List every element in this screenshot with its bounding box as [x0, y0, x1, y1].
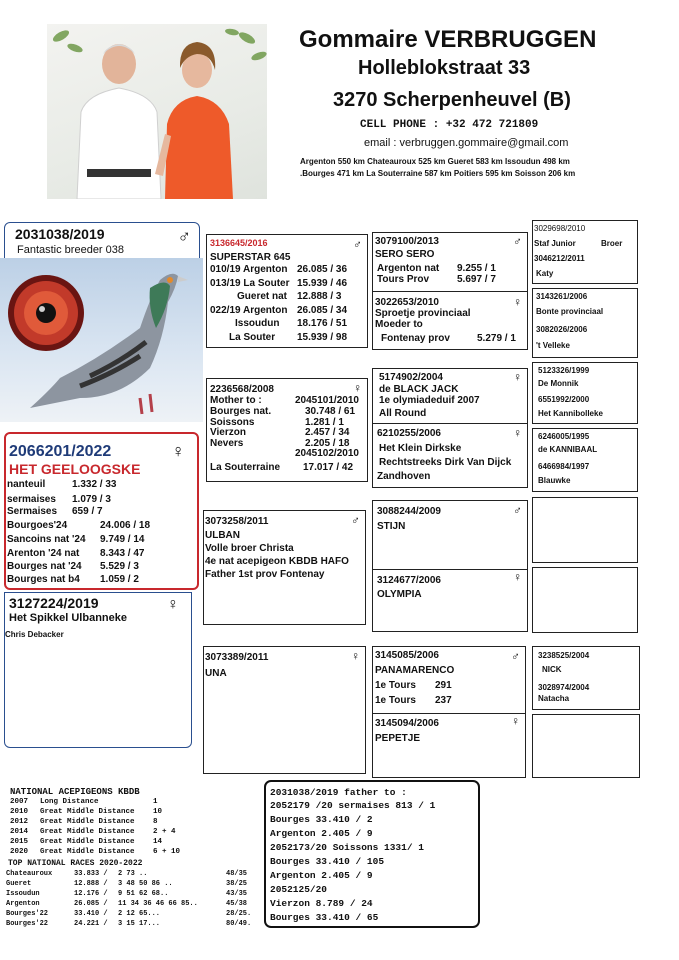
sero-result-2-value: 5.697 / 7: [457, 274, 496, 285]
empty-card: [532, 567, 638, 633]
sire-of-sire-result-value: 26.085 / 34: [297, 304, 348, 316]
panamarenco-name: PANAMARENCO: [375, 665, 455, 676]
sero-result-1-race: Argenton nat: [377, 263, 440, 274]
national-year: 2012: [10, 818, 29, 826]
father-to-line: Bourges 33.410 / 105: [270, 856, 385, 867]
female-icon: ♀: [511, 714, 520, 728]
dam-result-value: 1.059 / 2: [100, 574, 139, 585]
ulban-name: ULBAN: [205, 530, 240, 541]
national-year: 2010: [10, 808, 29, 816]
stijn-ring: 3088244/2009: [377, 506, 441, 517]
second-child: 2045102/2010: [295, 448, 359, 459]
sproetje-line-2: Moeder to: [375, 319, 423, 330]
kannibaal-line-3: Blauwke: [538, 476, 571, 485]
sire-of-sire-result-race: Issoudun: [235, 318, 280, 329]
couple-photo-icon: [47, 24, 267, 199]
owner-street: Holleblokstraat 33: [358, 57, 531, 79]
dirkske-line-1: Het Klein Dirkske: [379, 443, 462, 454]
olympia-name: OLYMPIA: [377, 589, 422, 600]
father-to-line: Vierzon 8.789 / 24: [270, 898, 373, 909]
father-to-line: Argenton 2.405 / 9: [270, 828, 373, 839]
dam-result-value: 9.749 / 14: [100, 534, 145, 545]
dam-result-race: Sermaises: [7, 506, 58, 517]
main-bird-ring: 2031038/2019: [15, 226, 105, 242]
sibling-breeder: Chris Debacker: [5, 630, 64, 639]
owner-email: email : verbruggen.gommaire@gmail.com: [364, 137, 569, 149]
top-race-total: 33.410 /: [74, 910, 108, 918]
female-icon: ♀: [513, 295, 522, 309]
nick-card: [532, 646, 640, 710]
father-to-line: Bourges 33.410 / 65: [270, 912, 379, 923]
owner-photo: [47, 24, 267, 199]
blackjack-line-1: de BLACK JACK: [379, 384, 459, 395]
kannibaal-ring: 6246005/1995: [538, 432, 590, 441]
owner-city: 3270 Scherpenheuvel (B): [333, 89, 571, 111]
sero-result-2-race: Tours Prov: [377, 274, 430, 285]
dam-result-value: 24.006 / 18: [100, 520, 151, 531]
national-category: Long Distance: [40, 798, 99, 806]
sibling-name: Het Spikkel Ulbanneke: [9, 612, 127, 624]
dam-ring: 2066201/2022: [9, 443, 112, 460]
top-race-places: 9 51 62 68..: [118, 890, 169, 898]
olympia-ring: 3124677/2006: [377, 575, 441, 586]
sire-of-sire-result-value: 18.176 / 51: [297, 318, 348, 329]
dirkske-line-3: Zandhoven: [377, 471, 431, 482]
dam-result-value: 8.343 / 47: [100, 548, 145, 559]
dam-name: HET GEELOOGSKE: [9, 461, 141, 477]
top-race-ratio: 28/25.: [226, 910, 252, 918]
female-icon: ♀: [167, 596, 179, 613]
top-race-name: Chateauroux: [6, 870, 53, 878]
divider: [373, 423, 527, 424]
top-race-name: Bourges'22: [6, 920, 49, 928]
sibling-card: [4, 592, 192, 748]
female-icon: ♀: [513, 570, 522, 584]
sero-name: SERO SERO: [375, 249, 435, 260]
blackjack-line-3: All Round: [379, 408, 427, 419]
monnik-line-3: Het Kannibolleke: [538, 409, 603, 418]
empty-card: [532, 497, 638, 563]
male-icon: ♂: [351, 513, 360, 527]
main-bird-card: [4, 222, 200, 260]
sire-of-sire-ring: 3136645/2016: [210, 238, 268, 248]
top-race-ratio: 48/35: [226, 870, 248, 878]
monnik-line-2: 6551992/2000: [538, 395, 590, 404]
sire-of-sire-result-race: 013/19 La Souter: [210, 277, 290, 289]
father-to-card: [264, 780, 480, 928]
dam-result-race: Sancoins nat '24: [7, 534, 86, 545]
top-race-places: 11 34 36 46 66 85..: [118, 900, 198, 908]
mother-to-label: Mother to :: [210, 395, 262, 406]
nick-line-3: Natacha: [538, 694, 570, 703]
national-year: 2020: [10, 848, 29, 856]
female-icon: ♀: [513, 370, 522, 384]
panamarenco-result-2-value: 237: [435, 695, 452, 706]
owner-phone: CELL PHONE : +32 472 721809: [360, 119, 539, 131]
bonte-line-1: Bonte provinciaal: [536, 307, 604, 316]
dam-of-sire-result-race: Soissons: [210, 416, 255, 428]
owner-name: Gommaire VERBRUGGEN: [299, 26, 597, 53]
top-national-title: TOP NATIONAL RACES 2020-2022: [8, 859, 143, 868]
national-category: Great Middle Distance: [40, 818, 135, 826]
dam-result-value: 5.529 / 3: [100, 561, 139, 572]
female-icon: ♀: [171, 441, 185, 461]
national-rank: 2 + 4: [153, 828, 176, 836]
bonte-line-2: 3082026/2006: [536, 325, 588, 334]
ulban-line-2: 4e nat acepigeon KBDB HAFO: [205, 556, 349, 567]
kannibaal-line-2: 6466984/1997: [538, 462, 590, 471]
divider: [373, 713, 525, 714]
dam-result-race: sermaises: [7, 494, 56, 505]
sero-card: [372, 232, 528, 350]
una-card: [203, 646, 366, 774]
monnik-card: [532, 362, 638, 424]
female-icon: ♀: [513, 426, 522, 440]
stijn-card: [372, 500, 528, 632]
sire-of-sire-result-race: La Souter: [229, 331, 276, 343]
panamarenco-result-1-race: 1e Tours: [375, 680, 416, 691]
dam-of-sire-result-value: 1.281 / 1: [305, 416, 344, 428]
father-to-line: Argenton 2.405 / 9: [270, 870, 373, 881]
dam-of-sire-result-value: 2.457 / 34: [305, 427, 350, 438]
female-icon: ♀: [351, 649, 360, 663]
top-race-ratio: 45/38: [226, 900, 248, 908]
dam-of-sire-ring: 2236568/2008: [210, 384, 274, 395]
top-race-places: 2 12 65...: [118, 910, 161, 918]
panamarenco-result-2-race: 1e Tours: [375, 695, 416, 706]
divider: [373, 291, 527, 292]
dam-of-sire-result-race: Bourges nat.: [210, 406, 272, 417]
distances-line-2: .Bourges 471 km La Souterraine 587 km Poitiers 595 km Soisson 206 km: [300, 169, 576, 178]
monnik-ring: 5123326/1999: [538, 366, 590, 375]
national-category: Great Middle Distance: [40, 848, 135, 856]
top-race-total: 12.888 /: [74, 880, 108, 888]
national-category: Great Middle Distance: [40, 808, 135, 816]
blackjack-line-2: 1e olymiadeduif 2007: [379, 395, 480, 406]
sire-of-sire-result-value: 26.085 / 36: [297, 264, 348, 275]
sire-of-sire-result-value: 15.939 / 98: [297, 331, 348, 343]
panamarenco-result-1-value: 291: [435, 680, 452, 691]
pigeon-icon: [0, 258, 203, 422]
kannibaal-line-1: de KANNIBAAL: [538, 445, 598, 454]
dirkske-line-2: Rechtstreeks Dirk Van Dijck: [379, 457, 512, 468]
sire-of-sire-name: SUPERSTAR 645: [210, 252, 291, 263]
divider: [373, 569, 527, 570]
top-race-total: 33.833 /: [74, 870, 108, 878]
dam-card: [4, 432, 199, 590]
father-to-line: 2052173/20 Soissons 1331/ 1: [270, 842, 424, 853]
stijn-name: STIJN: [377, 521, 406, 532]
dam-result-value: 1.079 / 3: [72, 494, 111, 505]
dam-of-sire-result-value: 2.205 / 18: [305, 437, 350, 449]
male-icon: ♂: [511, 649, 520, 663]
sproetje-result-race: Fontenay prov: [381, 333, 450, 344]
staf-line-1: Staf Junior: [534, 239, 576, 248]
sero-ring: 3079100/2013: [375, 236, 439, 247]
national-category: Great Middle Distance: [40, 838, 135, 846]
father-to-line: Bourges 33.410 / 2: [270, 814, 373, 825]
distances-line-1: Argenton 550 km Chateauroux 525 km Gueret 583 km Issoudun 498 km: [300, 157, 570, 166]
nick-line-2: 3028974/2004: [538, 683, 590, 692]
national-rank: 10: [153, 808, 163, 816]
pepetje-ring: 3145094/2006: [375, 718, 439, 729]
dam-of-sire-card: [206, 378, 368, 482]
main-bird-name: Fantastic breeder 038: [17, 244, 125, 256]
panamarenco-card: [372, 646, 526, 778]
nick-line-1: NICK: [542, 665, 562, 674]
top-race-places: 3 15 17...: [118, 920, 161, 928]
nick-ring: 3238525/2004: [538, 651, 590, 660]
dam-of-sire-result-race: Nevers: [210, 437, 244, 449]
blackjack-ring: 5174902/2004: [379, 372, 443, 383]
national-year: 2014: [10, 828, 29, 836]
national-year: 2015: [10, 838, 29, 846]
sproetje-ring: 3022653/2010: [375, 297, 439, 308]
sire-of-sire-result-value: 15.939 / 46: [297, 277, 348, 289]
ulban-line-1: Volle broer Christa: [205, 543, 294, 554]
ulban-ring: 3073258/2011: [205, 516, 269, 527]
top-race-ratio: 43/35: [226, 890, 248, 898]
sire-of-sire-card: [206, 234, 368, 348]
male-icon: ♂: [353, 237, 362, 251]
kannibaal-card: [532, 428, 638, 492]
father-to-title: 2031038/2019 father to :: [270, 787, 407, 798]
father-to-line: 2052179 /20 sermaises 813 / 1: [270, 800, 436, 811]
dam-result-race: Bourges nat b4: [7, 574, 80, 585]
top-race-ratio: 38/25: [226, 880, 248, 888]
top-race-name: Gueret: [6, 880, 32, 888]
sire-of-sire-result-value: 12.888 / 3: [297, 291, 342, 302]
national-category: Great Middle Distance: [40, 828, 135, 836]
sibling-ring: 3127224/2019: [9, 595, 99, 611]
una-ring: 3073389/2011: [205, 652, 269, 663]
staf-line-1b: Broer: [601, 239, 623, 248]
national-year: 2007: [10, 798, 29, 806]
ulban-line-3: Father 1st prov Fontenay: [205, 569, 325, 580]
ulban-card: [203, 510, 366, 625]
bonte-line-3: 't Velleke: [536, 341, 570, 350]
una-name: UNA: [205, 668, 227, 679]
male-icon: ♂: [177, 226, 191, 246]
dam-of-sire-result-race: Vierzon: [210, 427, 246, 438]
staf-line-3: Katy: [536, 269, 554, 278]
sire-of-sire-result-race: 010/19 Argenton: [210, 264, 288, 275]
mother-to-value: 2045101/2010: [295, 395, 359, 406]
dam-result-race: Arenton '24 nat: [7, 548, 80, 559]
panamarenco-ring: 3145085/2006: [375, 650, 439, 661]
last-result-value: 17.017 / 42: [303, 462, 354, 473]
male-icon: ♂: [513, 234, 522, 248]
sero-result-1-value: 9.255 / 1: [457, 263, 496, 274]
bonte-ring: 3143261/2006: [536, 292, 588, 301]
top-race-name: Issoudun: [6, 890, 40, 898]
national-title: NATIONAL ACEPIGEONS KBDB: [10, 787, 140, 797]
pepetje-name: PEPETJE: [375, 733, 421, 744]
blackjack-card: [372, 368, 528, 488]
top-race-places: 2 73 ..: [118, 870, 148, 878]
staf-line-2: 3046212/2011: [534, 254, 585, 263]
sire-of-sire-result-race: 022/19 Argenton: [210, 304, 288, 316]
top-race-total: 24.221 /: [74, 920, 108, 928]
main-bird-photo: [0, 258, 203, 422]
father-to-line: 2052125/20: [270, 884, 328, 895]
top-race-total: 26.085 /: [74, 900, 108, 908]
dam-result-value: 659 / 7: [72, 506, 103, 517]
dirkske-ring: 6210255/2006: [377, 428, 441, 439]
top-race-name: Argenton: [6, 900, 40, 908]
male-icon: ♂: [513, 503, 522, 517]
last-result-race: La Souterraine: [210, 462, 281, 473]
staf-ring: 3029698/2010: [534, 224, 586, 233]
sproetje-line-1: Sproetje provinciaal: [375, 308, 471, 319]
monnik-line-1: De Monnik: [538, 379, 579, 388]
staf-card: [532, 220, 638, 284]
national-rank: 1: [153, 798, 158, 806]
top-race-ratio: 80/49.: [226, 920, 252, 928]
national-rank: 6 + 10: [153, 848, 181, 856]
top-race-places: 3 48 50 86 ..: [118, 880, 173, 888]
sire-of-sire-result-race: Gueret nat: [237, 291, 288, 302]
dam-result-race: Bourgoes'24: [7, 520, 68, 531]
top-race-name: Bourges'22: [6, 910, 49, 918]
dam-result-race: nanteuil: [7, 479, 46, 490]
empty-card: [532, 714, 640, 778]
bonte-card: [532, 288, 638, 358]
dam-result-value: 1.332 / 33: [72, 479, 117, 490]
sproetje-result-value: 5.279 / 1: [477, 333, 516, 344]
national-rank: 8: [153, 818, 158, 826]
national-rank: 14: [153, 838, 163, 846]
female-icon: ♀: [353, 381, 362, 395]
top-race-total: 12.176 /: [74, 890, 108, 898]
dam-result-race: Bourges nat '24: [7, 561, 82, 572]
dam-of-sire-result-value: 30.748 / 61: [305, 406, 356, 417]
